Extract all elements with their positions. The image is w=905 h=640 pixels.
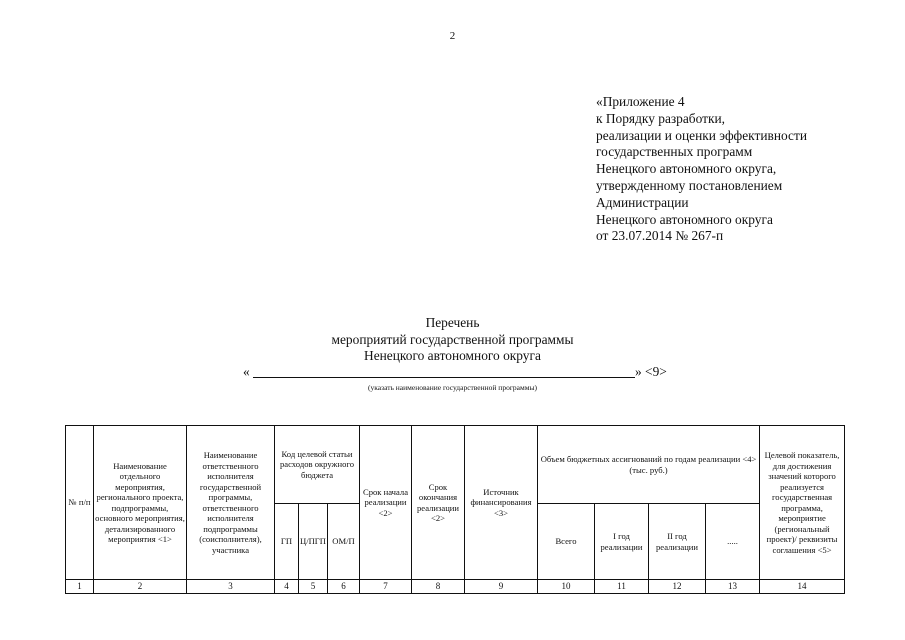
header-year-1: I год реализации: [595, 504, 649, 580]
program-name-hint: (указать наименование государственной программы): [368, 383, 537, 392]
header-funding-source: Источник финансирования <3>: [465, 426, 538, 580]
column-number: 14: [760, 580, 845, 594]
header-gp: ГП: [275, 504, 299, 580]
column-number: 7: [360, 580, 412, 594]
header-total: Всего: [538, 504, 595, 580]
header-end-date: Срок окончания реализации <2>: [412, 426, 465, 580]
column-number: 8: [412, 580, 465, 594]
appendix-line: реализации и оценки эффективности: [596, 127, 808, 143]
header-budget-code: Код целевой статьи расходов окружного бюджета: [275, 426, 360, 504]
column-number: 1: [66, 580, 94, 594]
header-om: ОМ/П: [328, 504, 360, 580]
header-measure-name: Наименование отдельного мероприятия, регионального проекта, подпрограммы, основного мероприятия, детализированного мероприятия <1>: [94, 426, 187, 580]
title-line: мероприятий государственной программы: [331, 331, 574, 347]
column-number: 3: [187, 580, 275, 594]
column-number: 4: [275, 580, 299, 594]
header-budget-volume: Объем бюджетных ассигнований по годам реализации <4> (тыс. руб.): [538, 426, 760, 504]
appendix-line: Ненецкого автономного округа: [596, 211, 773, 227]
open-quote: «: [243, 364, 250, 379]
close-quote: » <9>: [635, 364, 667, 379]
column-number: 9: [465, 580, 538, 594]
header-start-date: Срок начала реализации <2>: [360, 426, 412, 580]
appendix-line: государственных программ: [596, 144, 753, 160]
program-name-blank: [243, 364, 667, 380]
header-ppgp: Ц/ПГП: [299, 504, 328, 580]
header-target-indicator: Целевой показатель, для достижения значений которого реализуется государственная программа, мероприятие (региональный проект)/ реквизиты соглашения <5>: [760, 426, 845, 580]
measures-table: [65, 425, 845, 594]
column-number: 10: [538, 580, 595, 594]
blank-underline: [253, 377, 635, 378]
appendix-line: от 23.07.2014 № 267-п: [596, 228, 724, 244]
title-line: Перечень: [425, 315, 480, 330]
header-year-2: II год реализации: [649, 504, 706, 580]
appendix-line: утвержденному постановлением: [596, 177, 783, 193]
title-line: Ненецкого автономного округа: [364, 348, 541, 363]
appendix-line: Администрации: [596, 194, 689, 210]
column-number: 11: [595, 580, 649, 594]
appendix-reference: [596, 94, 896, 245]
appendix-line: к Порядку разработки,: [596, 110, 726, 126]
column-number: 12: [649, 580, 706, 594]
page-number: 2: [449, 30, 456, 42]
column-number: 2: [94, 580, 187, 594]
header-more-years: .....: [706, 504, 760, 580]
appendix-line: Ненецкого автономного округа,: [596, 161, 777, 177]
column-number: 13: [706, 580, 760, 594]
column-number: 6: [328, 580, 360, 594]
header-number: № п/п: [66, 426, 94, 580]
document-title: [0, 315, 905, 365]
appendix-line: «Приложение 4: [596, 94, 685, 109]
column-number: 5: [299, 580, 328, 594]
header-responsible: Наименование ответственного исполнителя государственной программы, ответственного исполнителя подпрограммы (соисполнителя), участника: [187, 426, 275, 580]
